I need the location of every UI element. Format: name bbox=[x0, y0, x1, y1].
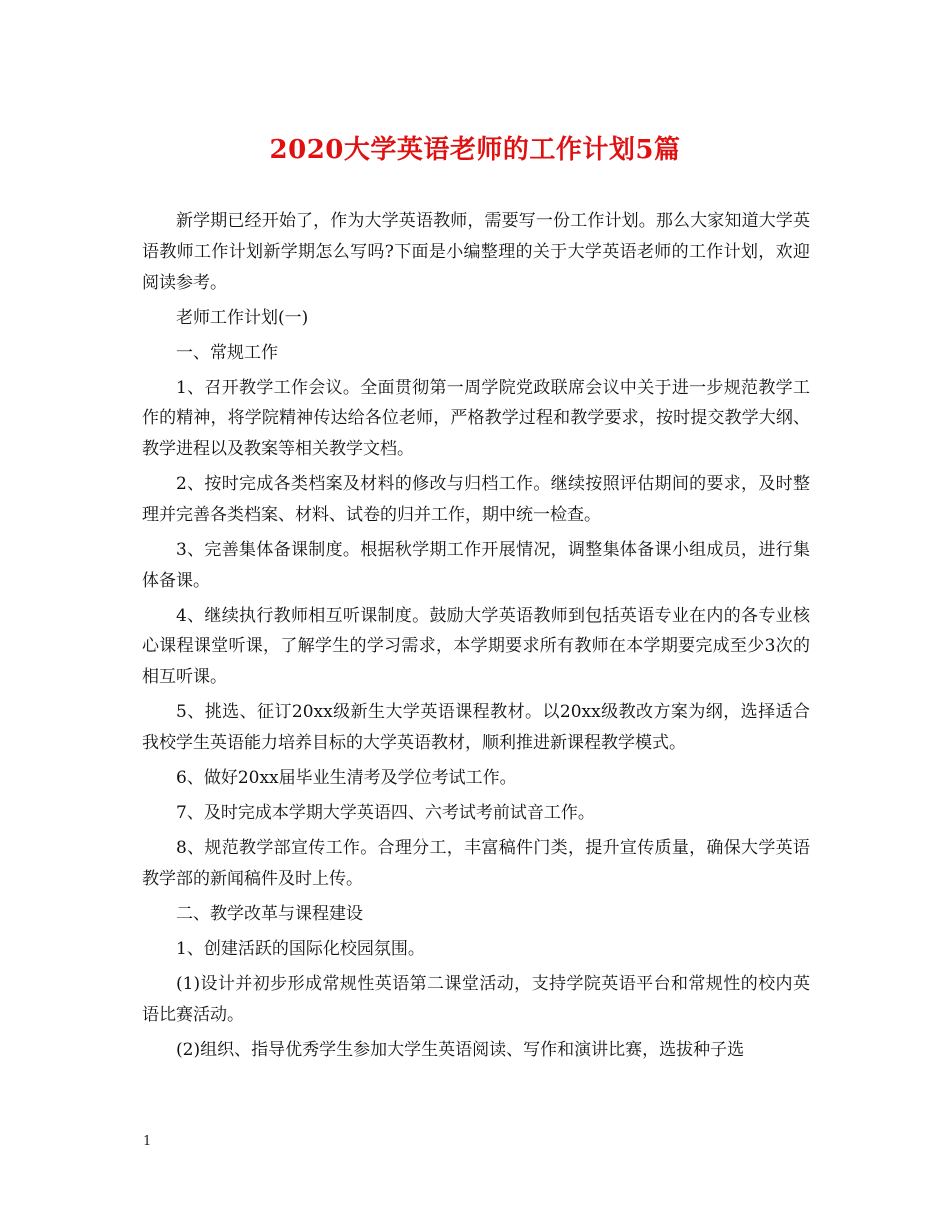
list-item: 1、召开教学工作会议。全面贯彻第一周学院党政联席会议中关于进一步规范教学工作的精神，将学院精神传达给各位老师，严格教学过程和教学要求，按时提交教学大纲、教学进程以及教案等相关教学文档。 bbox=[142, 377, 810, 460]
list-item: 6、做好20xx届毕业生清考及学位考试工作。 bbox=[176, 768, 517, 789]
section-heading: 老师工作计划(一) bbox=[176, 307, 309, 328]
list-item: (1)设计并初步形成常规性英语第二课堂活动，支持学院英语平台和常规性的校内英语比赛活动。 bbox=[142, 973, 810, 1025]
intro-paragraph: 新学期已经开始了，作为大学英语教师，需要写一份工作计划。那么大家知道大学英语教师工作计划新学期怎么写吗?下面是小编整理的关于大学英语老师的工作计划，欢迎阅读参考。 bbox=[142, 211, 810, 293]
page-number: 1 bbox=[143, 1134, 152, 1149]
subsection-heading: 二、教学改革与课程建设 bbox=[176, 903, 363, 924]
document-title: 2020大学英语老师的工作计划5篇 bbox=[269, 135, 681, 165]
list-item: 5、挑选、征订20xx级新生大学英语课程教材。以20xx级教改方案为纲，选择适合我校学生英语能力培养目标的大学英语教材，顺利推进新课程教学模式。 bbox=[142, 702, 810, 754]
list-item: 3、完善集体备课制度。根据秋学期工作开展情况，调整集体备课小组成员，进行集体备课。 bbox=[142, 539, 810, 591]
list-item: 2、按时完成各类档案及材料的修改与归档工作。继续按照评估期间的要求，及时整理并完善各类档案、材料、试卷的归并工作，期中统一检查。 bbox=[142, 474, 810, 525]
document-body bbox=[142, 206, 810, 1070]
list-item: 7、及时完成本学期大学英语四、六考试考前试音工作。 bbox=[176, 803, 595, 824]
list-item: (2)组织、指导优秀学生参加大学生英语阅读、写作和演讲比赛，选拔种子选 bbox=[176, 1039, 745, 1060]
list-item: 1、创建活跃的国际化校园氛围。 bbox=[176, 938, 425, 959]
list-item: 8、规范教学部宣传工作。合理分工，丰富稿件门类，提升宣传质量，确保大学英语教学部的新闻稿件及时上传。 bbox=[142, 838, 810, 889]
subsection-heading: 一、常规工作 bbox=[176, 342, 278, 363]
list-item: 4、继续执行教师相互听课制度。鼓励大学英语教师到包括英语专业在内的各专业核心课程课堂听课，了解学生的学习需求，本学期要求所有教师在本学期要完成至少3次的相互听课。 bbox=[142, 605, 810, 688]
